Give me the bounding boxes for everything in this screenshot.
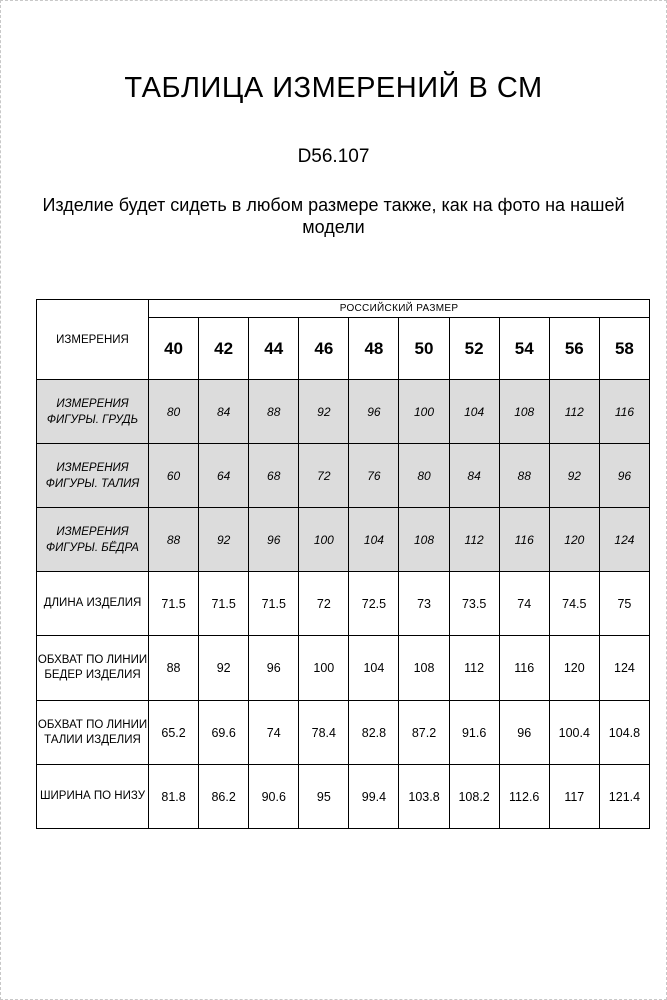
size-header: 50 [399, 318, 449, 380]
size-header: 54 [499, 318, 549, 380]
table-cell: 72 [299, 572, 349, 636]
size-header: 52 [449, 318, 499, 380]
table-cell: 108.2 [449, 765, 499, 829]
table-cell: 104 [349, 508, 399, 572]
table-cell: 100 [299, 508, 349, 572]
size-header: 48 [349, 318, 399, 380]
table-cell: 108 [399, 636, 449, 701]
table-cell: 92 [299, 380, 349, 444]
table-row [37, 508, 650, 572]
table-cell: 120 [549, 508, 599, 572]
product-code: D56.107 [297, 146, 370, 167]
table-row [37, 701, 650, 765]
table-cell: 78.4 [299, 701, 349, 765]
table-cell: 76 [349, 444, 399, 508]
table-cell: 73.5 [449, 572, 499, 636]
size-header: 42 [199, 318, 249, 380]
table-cell: 71.5 [199, 572, 249, 636]
table-cell: 104 [449, 380, 499, 444]
table-cell: 60 [149, 444, 199, 508]
table-cell: 87.2 [399, 701, 449, 765]
size-header: 46 [299, 318, 349, 380]
size-table [36, 299, 650, 829]
table-cell: 100 [399, 380, 449, 444]
table-cell: 112 [449, 508, 499, 572]
size-header: 40 [149, 318, 199, 380]
table-cell: 88 [249, 380, 299, 444]
table-cell: 100.4 [549, 701, 599, 765]
table-cell: 69.6 [199, 701, 249, 765]
row-label: ИЗМЕРЕНИЯ ФИГУРЫ. БЁДРА [37, 508, 149, 572]
table-cell: 72.5 [349, 572, 399, 636]
table-cell: 124 [599, 508, 649, 572]
table-cell: 103.8 [399, 765, 449, 829]
table-row [37, 572, 650, 636]
table-cell: 88 [149, 508, 199, 572]
table-cell: 64 [199, 444, 249, 508]
table-cell: 84 [449, 444, 499, 508]
size-header: 58 [599, 318, 649, 380]
table-cell: 121.4 [599, 765, 649, 829]
table-row [37, 444, 650, 508]
table-cell: 84 [199, 380, 249, 444]
table-cell: 65.2 [149, 701, 199, 765]
table-cell: 117 [549, 765, 599, 829]
page-title: ТАБЛИЦА ИЗМЕРЕНИЙ В СМ [124, 72, 543, 104]
table-cell: 108 [499, 380, 549, 444]
table-cell: 96 [249, 636, 299, 701]
table-cell: 96 [249, 508, 299, 572]
size-header: 56 [549, 318, 599, 380]
table-cell: 74.5 [549, 572, 599, 636]
table-cell: 112 [449, 636, 499, 701]
table-cell: 92 [199, 636, 249, 701]
table-cell: 88 [149, 636, 199, 701]
table-cell: 74 [249, 701, 299, 765]
table-cell: 108 [399, 508, 449, 572]
table-cell: 104 [349, 636, 399, 701]
table-cell: 75 [599, 572, 649, 636]
fit-note: Изделие будет сидеть в любом размере также, как на фото на нашей модели [42, 195, 625, 237]
table-cell: 116 [499, 508, 549, 572]
row-label: ОБХВАТ ПО ЛИНИИ ТАЛИИ ИЗДЕЛИЯ [37, 701, 149, 765]
table-cell: 68 [249, 444, 299, 508]
table-row [37, 636, 650, 701]
table-cell: 80 [399, 444, 449, 508]
table-cell: 96 [599, 444, 649, 508]
table-cell: 71.5 [149, 572, 199, 636]
table-cell: 81.8 [149, 765, 199, 829]
table-cell: 91.6 [449, 701, 499, 765]
measurements-header: ИЗМЕРЕНИЯ [37, 300, 149, 380]
table-cell: 73 [399, 572, 449, 636]
size-header: 44 [249, 318, 299, 380]
table-cell: 92 [199, 508, 249, 572]
row-label: ОБХВАТ ПО ЛИНИИ БЕДЕР ИЗДЕЛИЯ [37, 636, 149, 701]
table-cell: 86.2 [199, 765, 249, 829]
table-cell: 96 [349, 380, 399, 444]
table-cell: 104.8 [599, 701, 649, 765]
row-label: ИЗМЕРЕНИЯ ФИГУРЫ. ГРУДЬ [37, 380, 149, 444]
table-cell: 96 [499, 701, 549, 765]
row-label: ШИРИНА ПО НИЗУ [37, 765, 149, 829]
row-label: ДЛИНА ИЗДЕЛИЯ [37, 572, 149, 636]
table-cell: 72 [299, 444, 349, 508]
table-row [37, 380, 650, 444]
table-cell: 116 [599, 380, 649, 444]
table-cell: 71.5 [249, 572, 299, 636]
row-label: ИЗМЕРЕНИЯ ФИГУРЫ. ТАЛИЯ [37, 444, 149, 508]
table-cell: 112.6 [499, 765, 549, 829]
table-cell: 95 [299, 765, 349, 829]
table-row [37, 765, 650, 829]
russian-size-header: РОССИЙСКИЙ РАЗМЕР [149, 300, 650, 318]
table-cell: 90.6 [249, 765, 299, 829]
table-cell: 82.8 [349, 701, 399, 765]
table-cell: 88 [499, 444, 549, 508]
table-cell: 74 [499, 572, 549, 636]
table-cell: 112 [549, 380, 599, 444]
table-cell: 116 [499, 636, 549, 701]
table-cell: 124 [599, 636, 649, 701]
table-cell: 80 [149, 380, 199, 444]
table-cell: 100 [299, 636, 349, 701]
table-cell: 92 [549, 444, 599, 508]
table-cell: 99.4 [349, 765, 399, 829]
table-cell: 120 [549, 636, 599, 701]
